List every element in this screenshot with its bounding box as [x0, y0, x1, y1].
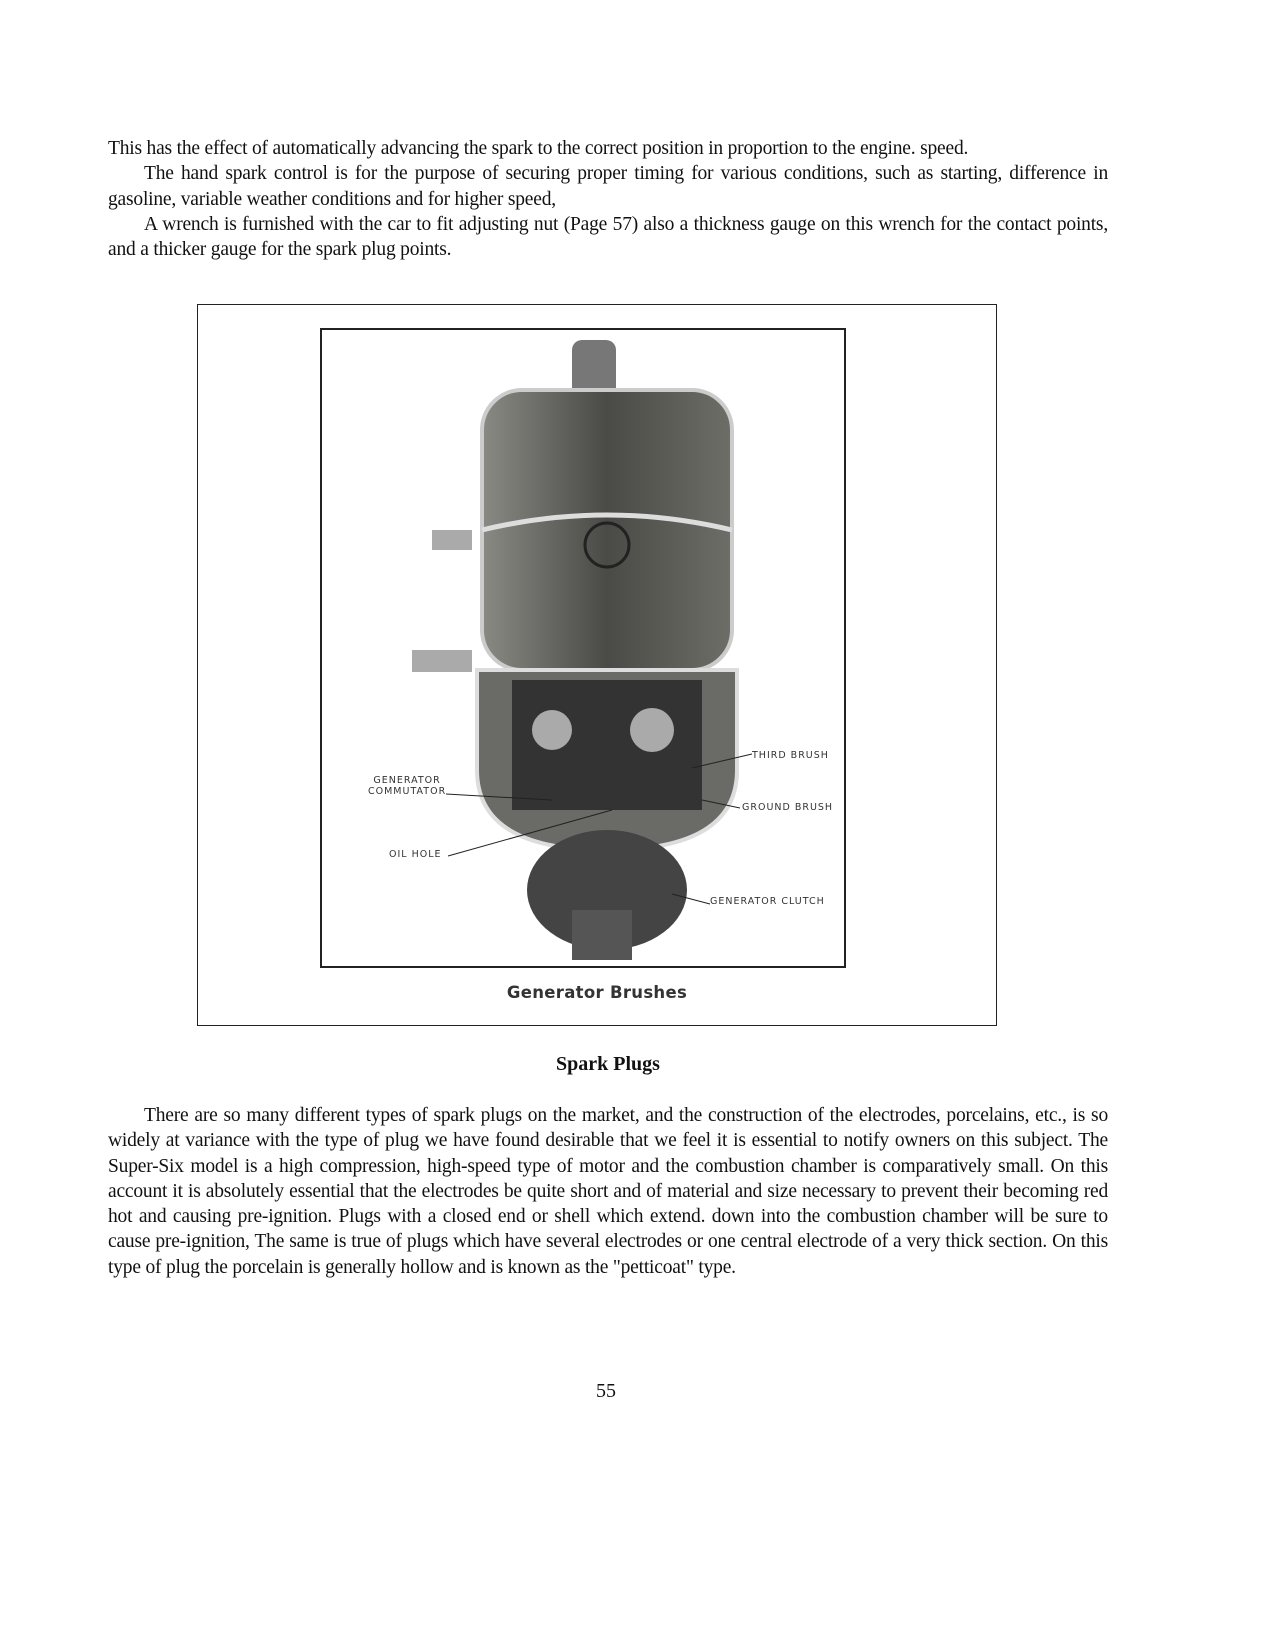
paragraph-spark-advance: This has the effect of automatically advancing the spark to the correct position in proportion to the engine. speed.	[108, 138, 969, 159]
label-generator-clutch: GENERATOR CLUTCH	[710, 896, 825, 907]
paragraph-wrench: A wrench is furnished with the car to fit adjusting nut (Page 57) also a thickness gauge on this wrench for the contact points, and a thicker gauge for the spark plug points.	[108, 213, 1108, 261]
generator-photo	[320, 328, 846, 968]
generator-illustration	[322, 330, 844, 966]
page-number: 55	[596, 1380, 616, 1402]
label-third-brush: THIRD BRUSH	[752, 750, 829, 761]
top-text-block	[108, 136, 1108, 262]
label-oil-hole: OIL HOLE	[389, 849, 442, 860]
label-generator-commutator: GENERATOR COMMUTATOR	[368, 775, 447, 797]
label-ground-brush: GROUND BRUSH	[742, 802, 834, 813]
figure-caption: Generator Brushes	[506, 983, 688, 1002]
paragraph-spark-plugs: There are so many different types of spark plugs on the market, and the construction of the electrodes, porcelains, etc., is so widely at variance with the type of plug we have found desirable that we feel it is essential to notify owners on this subject. The Super-Six model is a high compression, high-speed type of motor and the combustion chamber is comparatively small. On this account it is absolutely essential that the electrodes be quite short and of material and size necessary to prevent their becoming red hot and causing pre-ignition. Plugs with a closed end or shell which extend. down into the combustion chamber will be sure to cause pre-ignition, The same is true of plugs which have several electrodes or one central electrode of a very thick section. On this type of plug the porcelain is generally hollow and is known as the "petticoat" type.	[108, 1105, 1108, 1278]
section-heading: Spark Plugs	[556, 1053, 660, 1075]
paragraph-hand-spark-control: The hand spark control is for the purpose of securing proper timing for various conditions, such as starting, difference in gasoline, variable weather conditions and for higher speed,	[108, 163, 1108, 210]
